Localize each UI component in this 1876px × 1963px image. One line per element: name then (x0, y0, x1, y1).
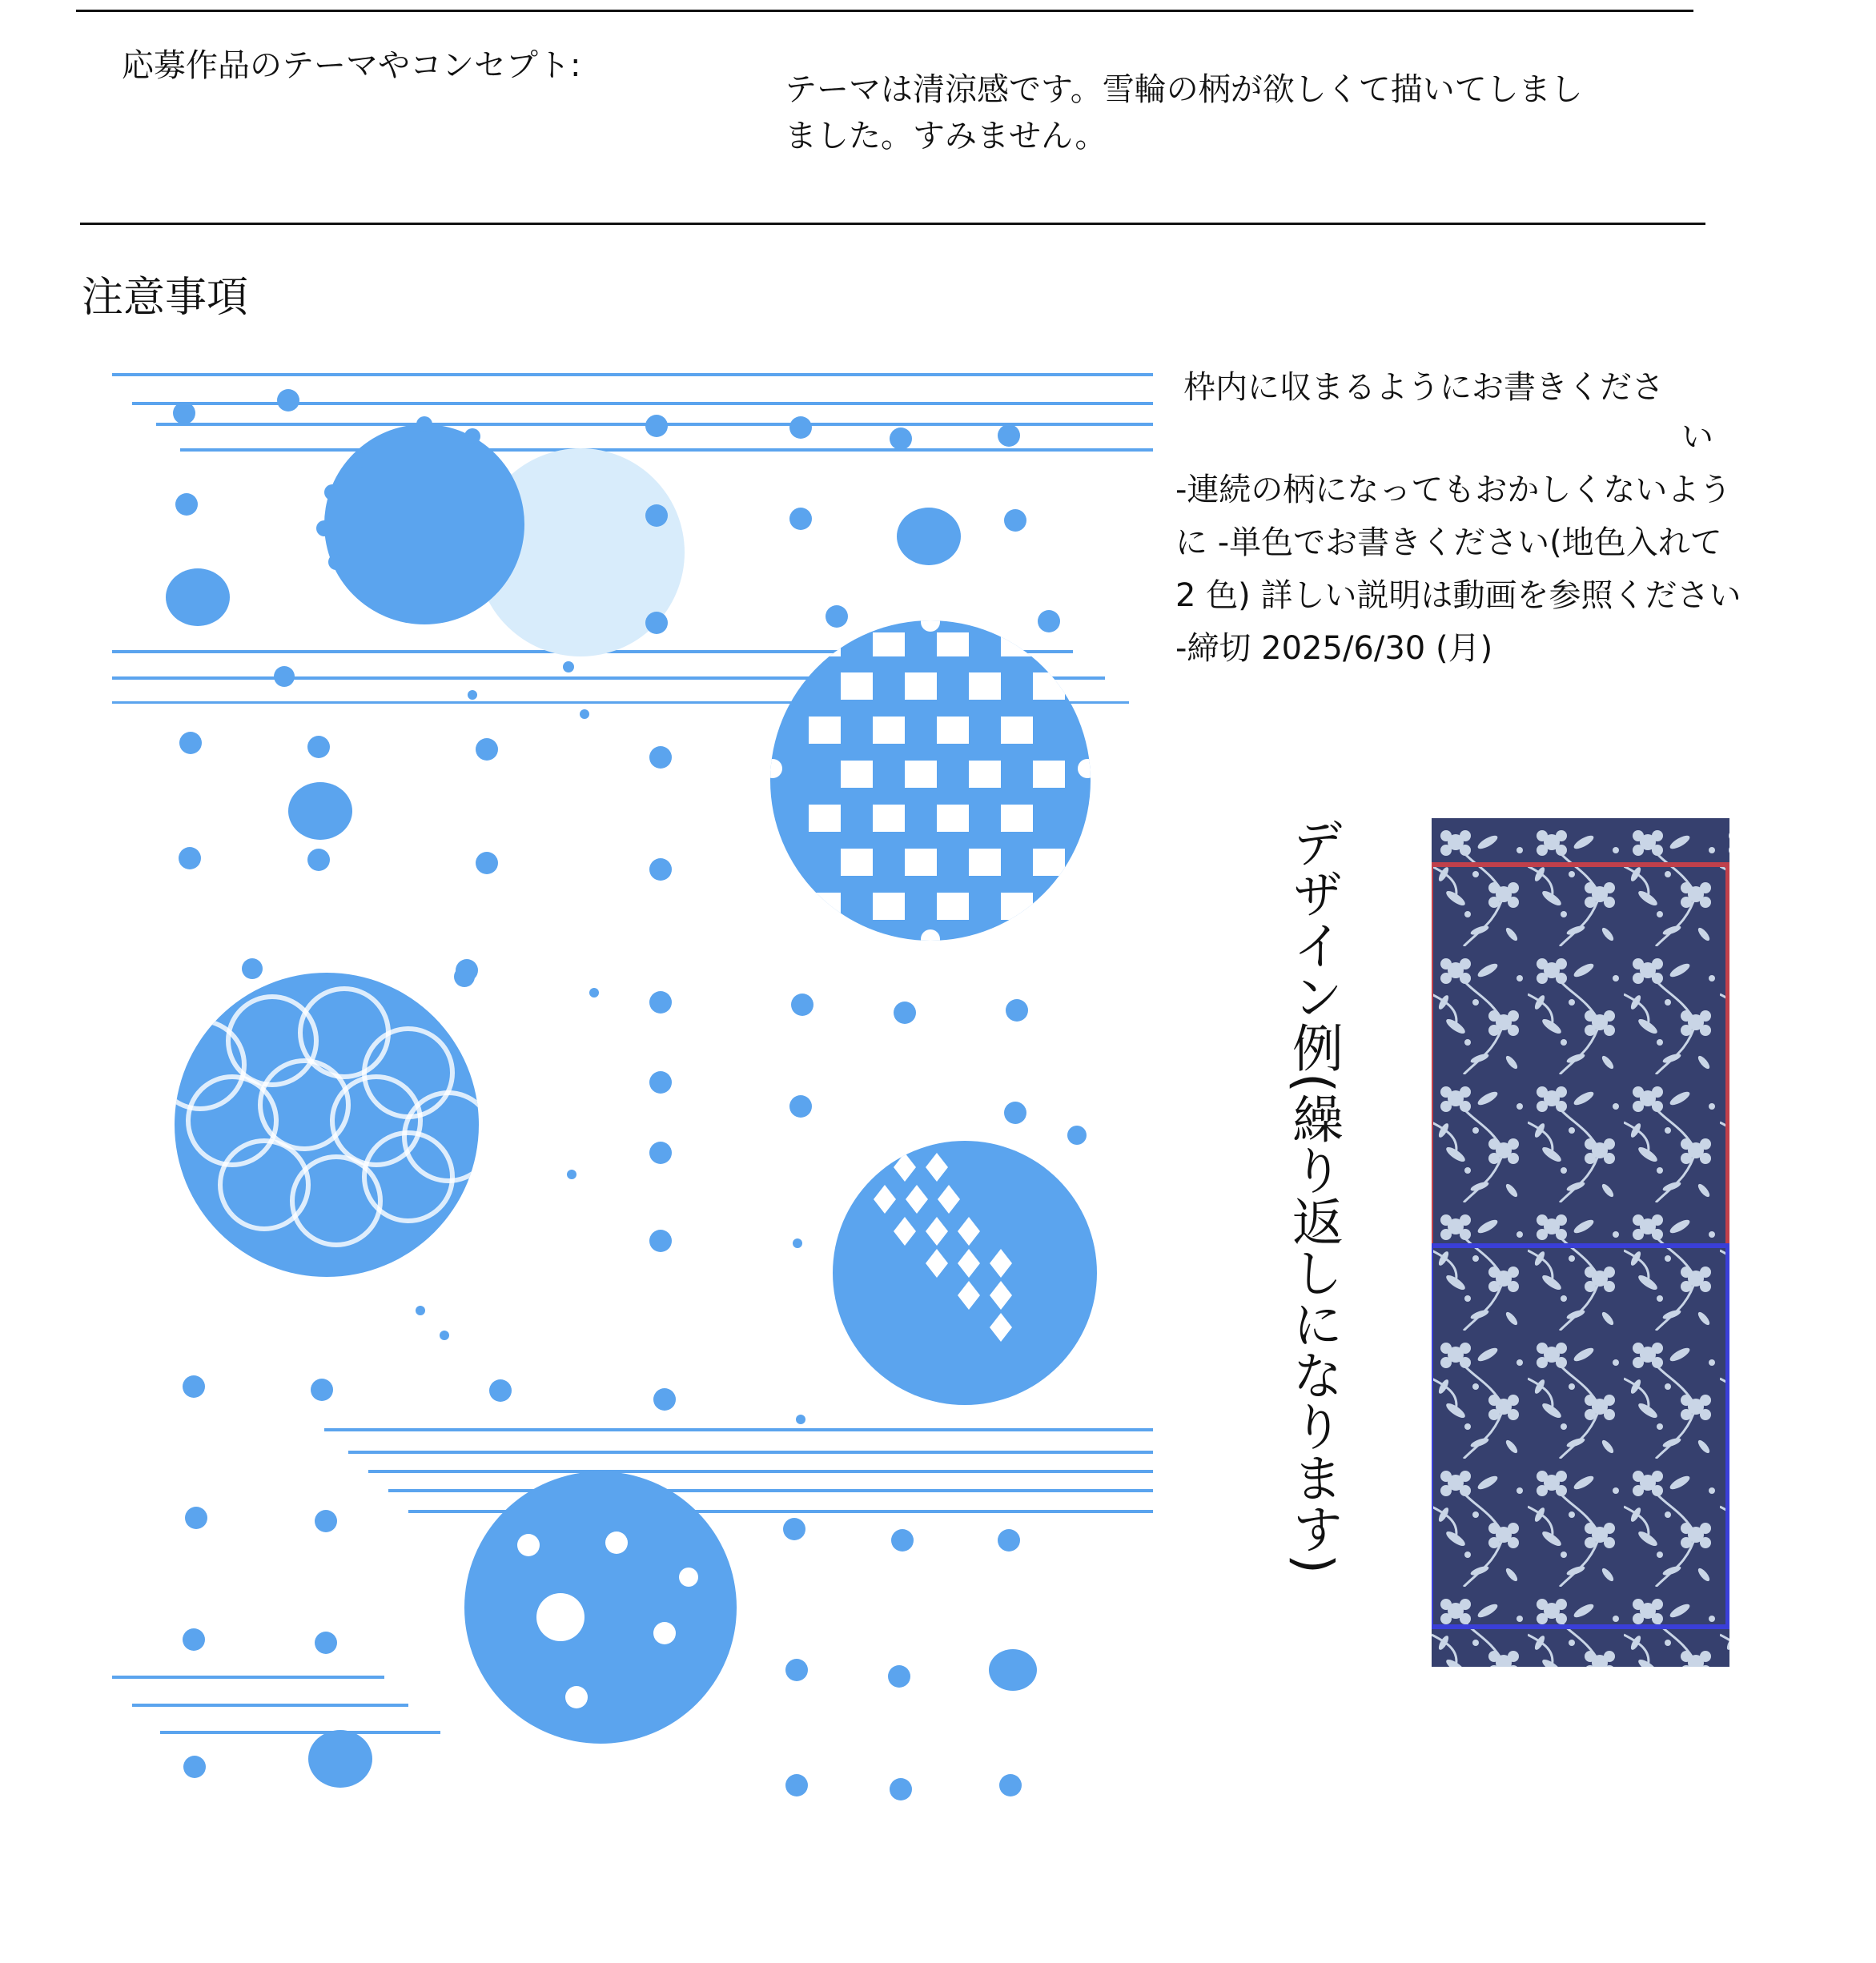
notes-line-4: に -単色でお書きください(地色入れて (1175, 524, 1722, 561)
notes-heading: 注意事項 (82, 274, 249, 322)
notes-line-6: -締切 2025/6/30 (月) (1175, 630, 1493, 667)
concept-text-line2: ました。すみません。 (785, 118, 1107, 155)
top-divider (76, 10, 1693, 12)
design-example-caption: デザイン例(繰り返しになります) (1283, 817, 1343, 1574)
notes-line-2: い (1681, 419, 1713, 456)
concept-label: 応募作品のテーマやコンセプト: (122, 47, 581, 84)
design-example-image (1432, 818, 1729, 1667)
notes-line-3: -連続の柄になってもおかしくないよう (1175, 472, 1732, 508)
notes-line-5: 2 色) 詳しい説明は動画を参照ください (1175, 577, 1741, 614)
section-divider (80, 223, 1705, 225)
submitted-design-illustration (104, 352, 1161, 1809)
notes-line-1: 枠内に収まるようにお書きくださ (1183, 369, 1664, 406)
concept-text-line1: テーマは清涼感です。雪輪の柄が欲しくて描いてしまし (785, 71, 1583, 108)
